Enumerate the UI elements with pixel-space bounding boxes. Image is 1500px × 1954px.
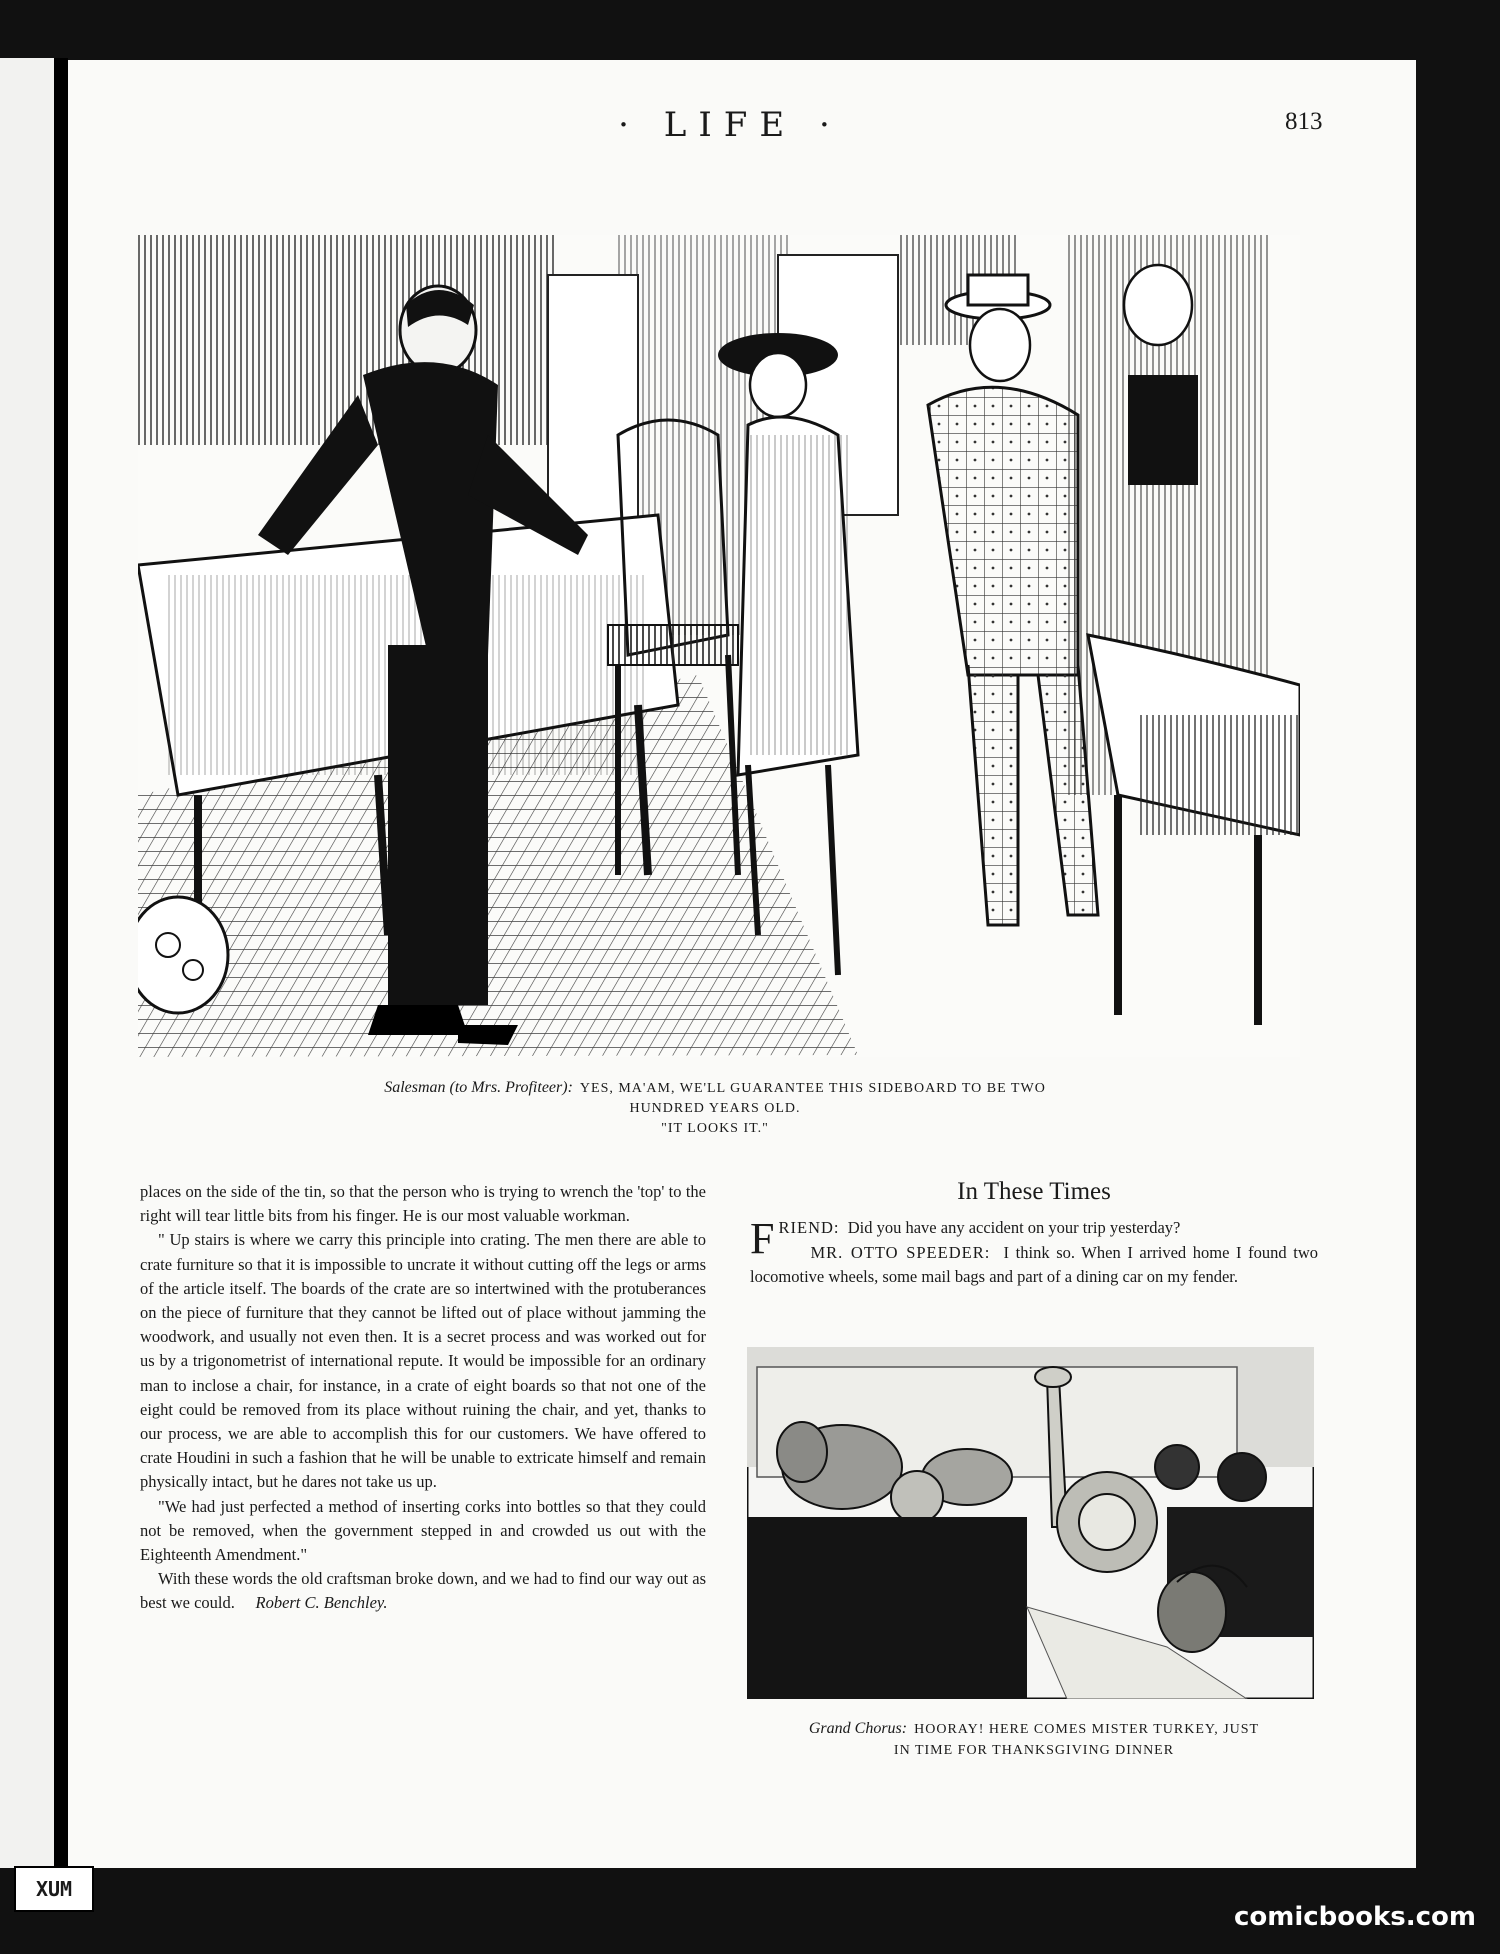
thanksgiving-cartoon-illustration xyxy=(747,1347,1314,1699)
article-paragraph: "We had just perfected a method of inserting corks into bottles so that they could not be removed, when the government stepped in and crowded us out with the Eighteenth Amendment." xyxy=(140,1496,706,1565)
caption-speaker: Salesman (to Mrs. Profiteer): xyxy=(384,1079,573,1096)
caption2-line-2: IN TIME FOR THANKSGIVING DINNER xyxy=(893,1743,1175,1758)
author-signature: Robert C. Benchley. xyxy=(255,1593,388,1613)
sidebar-headline: In These Times xyxy=(957,1178,1111,1205)
masthead: · LIFE · xyxy=(618,105,842,145)
article-paragraph: With these words the old craftsman broke down, and we had to find our way out as best we could. xyxy=(140,1569,706,1613)
sidebar-column xyxy=(750,1178,1318,1290)
article-paragraph: " Up stairs is where we carry this principle into crating. The men there are able to crate furniture so that it is impossible to uncrate it without cutting off the legs or arms of the article itself. The boards of the crate are so intertwined with the protuberances on the piece of furniture that they cannot be lifted out of place without jamming the woodwork, and usually not even then. It is a secret process and was worked out for us by a trigonometrist of international repute. It would be impossible for an ordinary man to inclose a chair, for instance, in a crate of eight boards so that not one of the eight could be removed from its place without ruining the chair, and yet, thanks to our process, we are able to accomplish this for our customers. We have offered to crate Houdini in such a fashion that he will be unable to extricate himself and remain physically intact, but he dares not take us up. xyxy=(140,1230,706,1492)
cartoon-caption xyxy=(250,1078,1180,1139)
caption-line-3: "IT LOOKS IT." xyxy=(661,1121,769,1136)
friend-label: RIEND: xyxy=(778,1218,840,1237)
archive-stamp: XUM xyxy=(14,1866,94,1912)
caption-line-1: YES, MA'AM, WE'LL GUARANTEE THIS SIDEBOARD TO BE TWO xyxy=(579,1081,1046,1096)
page-number: 813 xyxy=(1285,108,1323,135)
article-body xyxy=(140,1180,706,1616)
site-watermark: comicbooks.com xyxy=(1233,1902,1476,1932)
caption-line-2: HUNDRED YEARS OLD. xyxy=(629,1101,801,1116)
article-paragraph: places on the side of the tin, so that the person who is trying to wrench the 'top' to the right will tear little bits from his finger. He is our most valuable workman. xyxy=(140,1182,706,1226)
adjacent-page-edge xyxy=(0,58,58,1868)
page-gutter xyxy=(54,58,68,1868)
salesman-cartoon-illustration xyxy=(138,235,1300,1057)
dialog-text xyxy=(750,1216,1318,1290)
thanksgiving-caption xyxy=(750,1718,1318,1761)
friend-line: Did you have any accident on your trip yesterday? xyxy=(847,1218,1181,1237)
drop-cap: F xyxy=(750,1214,775,1263)
speeder-line: I think so. When I arrived home I found two locomotive wheels, some mail bags and part of a dining car on my fender. xyxy=(750,1242,1319,1286)
caption2-speaker: Grand Chorus: xyxy=(808,1720,908,1737)
caption2-line-1: HOORAY! HERE COMES MISTER TURKEY, JUST xyxy=(914,1722,1260,1737)
speeder-label: MR. OTTO SPEEDER: xyxy=(810,1242,991,1262)
article-closing-paragraph xyxy=(140,1567,706,1615)
